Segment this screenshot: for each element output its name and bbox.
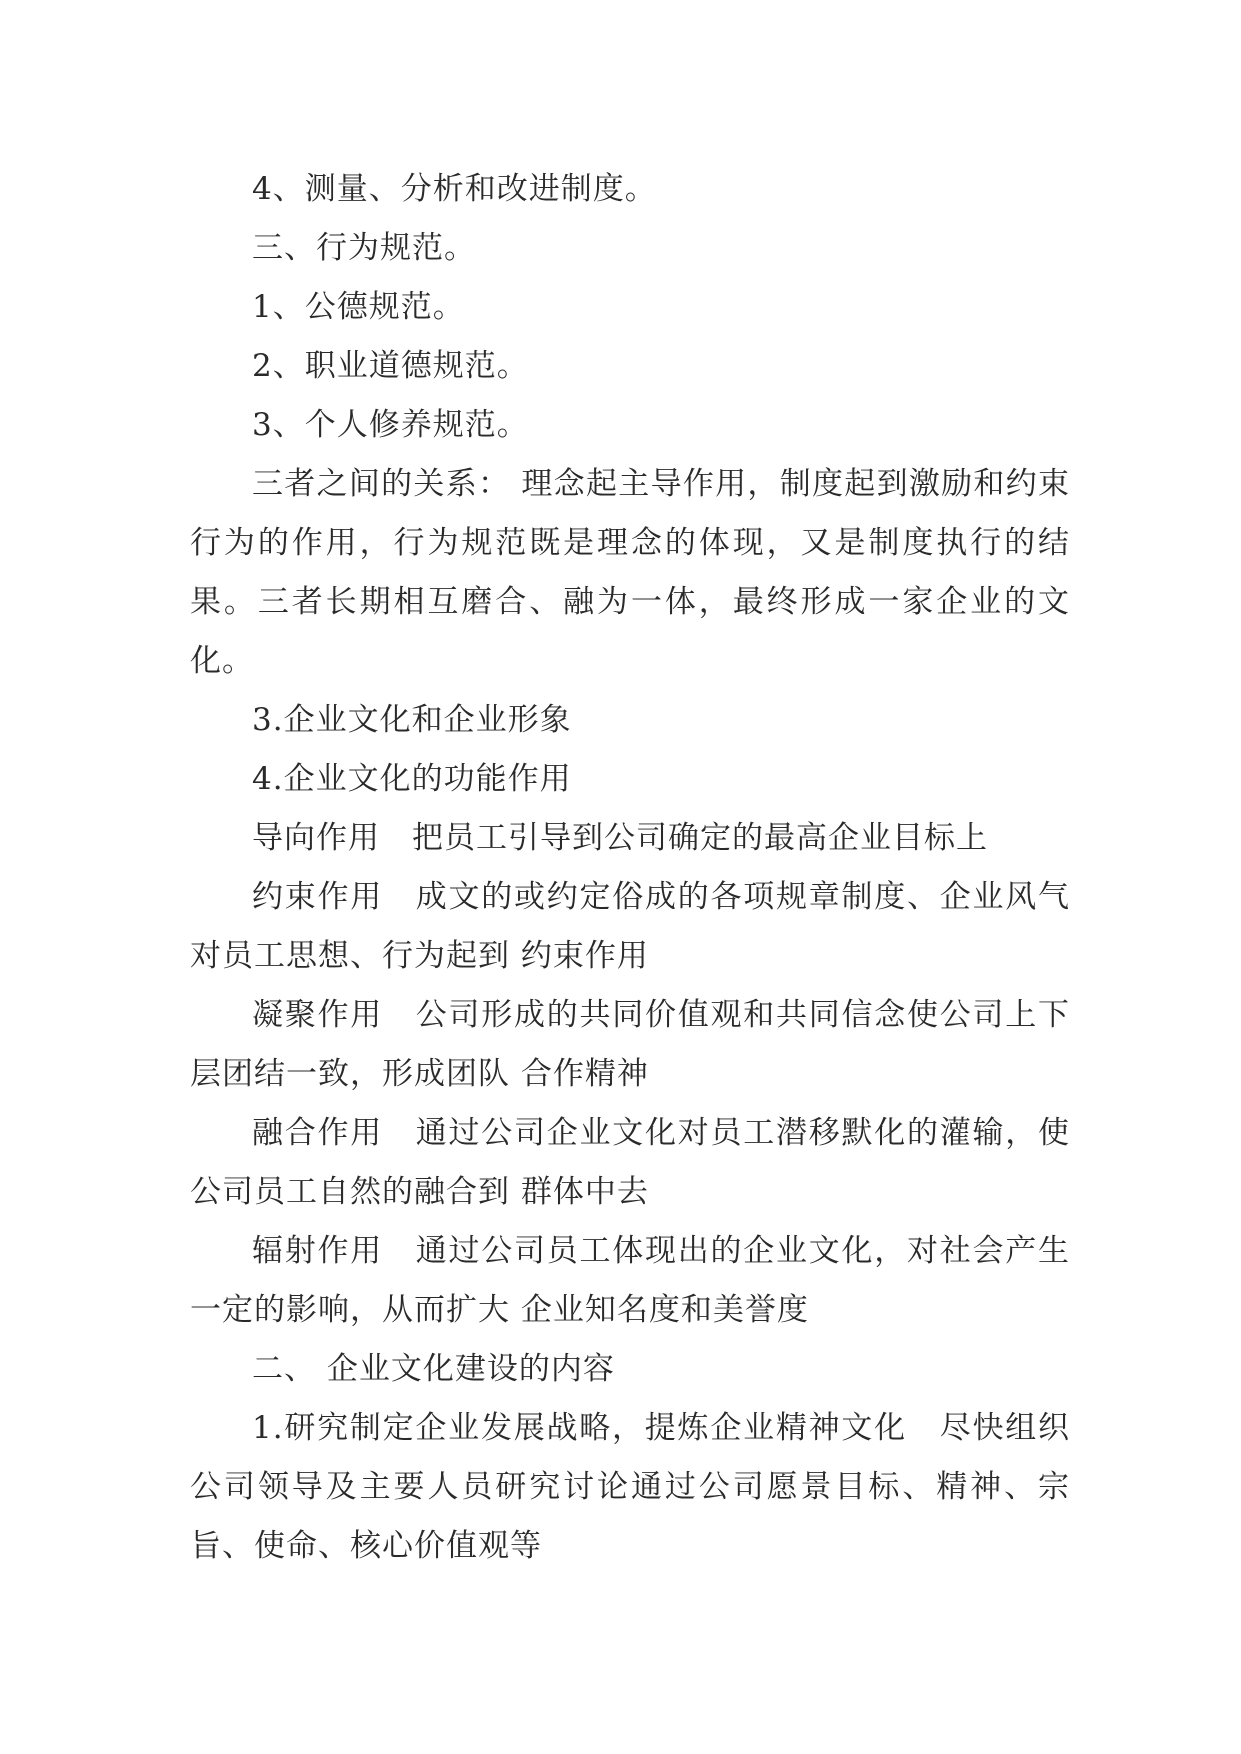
paragraph-public-morality: 1、公德规范。: [252, 289, 465, 325]
heading-behavior-norms: 三、行为规范。: [252, 230, 476, 266]
heading-culture-functions: 4.企业文化的功能作用: [252, 761, 572, 797]
paragraph-constraint-role: 约束作用 成文的或约定俗成的各项规章制度、企业风气对员工思想、行为起到 约束作用: [190, 879, 1070, 974]
paragraph-development-strategy: 1.研究制定企业发展战略，提炼企业精神文化 尽快组织公司领导及主要人员研究讨论通过公司愿景目标、精神、宗旨、使命、核心价值观等: [190, 1410, 1070, 1564]
paragraph-integration-role: 融合作用 通过公司企业文化对员工潜移默化的灌输，使公司员工自然的融合到 群体中去: [190, 1115, 1070, 1210]
paragraph-relationship: 三者之间的关系： 理念起主导作用，制度起到激励和约束行为的作用，行为规范既是理念的体现，又是制度执行的结果。三者长期相互磨合、融为一体，最终形成一家企业的文化。: [190, 466, 1070, 679]
paragraph-professional-ethics: 2、职业道德规范。: [252, 348, 529, 384]
heading-culture-and-image: 3.企业文化和企业形象: [252, 702, 572, 738]
paragraph-radiation-role: 辐射作用 通过公司员工体现出的企业文化，对社会产生一定的影响，从而扩大 企业知名度和美誉度: [190, 1233, 1070, 1328]
heading-culture-construction: 二、 企业文化建设的内容: [252, 1351, 615, 1387]
document-body: [190, 160, 1070, 1576]
paragraph-measurement-system: 4、测量、分析和改进制度。: [252, 171, 657, 207]
paragraph-cohesion-role: 凝聚作用 公司形成的共同价值观和共同信念使公司上下层团结一致，形成团队 合作精神: [190, 997, 1070, 1092]
paragraph-personal-cultivation: 3、个人修养规范。: [252, 407, 529, 443]
paragraph-guiding-role: 导向作用 把员工引导到公司确定的最高企业目标上: [252, 820, 988, 856]
